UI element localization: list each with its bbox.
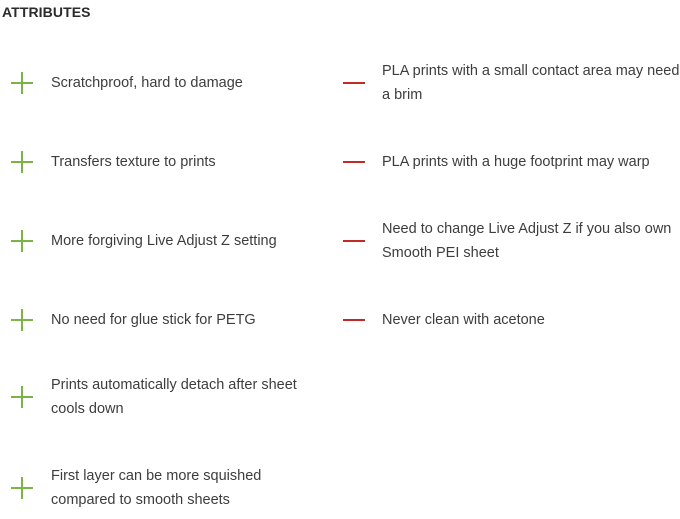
plus-icon (11, 309, 33, 331)
section-heading: ATTRIBUTES (2, 4, 91, 20)
plus-icon (11, 477, 33, 499)
minus-icon (343, 151, 365, 173)
pro-item-text: Prints automatically detach after sheet cools down (51, 377, 297, 417)
plus-icon (11, 72, 33, 94)
con-item-text: Never clean with acetone (382, 312, 545, 328)
pro-item-text: First layer can be more squished compared to smooth sheets (51, 468, 262, 508)
pro-item (0, 213, 330, 269)
minus-icon (343, 230, 365, 252)
plus-icon (11, 151, 33, 173)
plus-icon (11, 230, 33, 252)
plus-icon (11, 386, 33, 408)
pro-item (0, 370, 330, 426)
pro-item (0, 461, 330, 517)
minus-icon (343, 72, 365, 94)
pro-item (0, 134, 330, 190)
pro-item (0, 292, 330, 348)
con-item-text: PLA prints with a huge footprint may warp (382, 154, 650, 170)
pro-item-text: Transfers texture to prints (51, 154, 216, 170)
con-item (333, 292, 680, 348)
con-item-text: Need to change Live Adjust Z if you also own Smooth PEI sheet (382, 221, 672, 261)
con-item (333, 55, 680, 111)
pro-item-text: Scratchproof, hard to damage (51, 75, 243, 91)
con-item (333, 213, 680, 269)
pro-item-text: More forgiving Live Adjust Z setting (51, 233, 277, 249)
pro-item-text: No need for glue stick for PETG (51, 312, 256, 328)
pro-item (0, 55, 330, 111)
minus-icon (343, 309, 365, 331)
con-item-text: PLA prints with a small contact area may need a brim (382, 63, 680, 103)
con-item (333, 134, 680, 190)
